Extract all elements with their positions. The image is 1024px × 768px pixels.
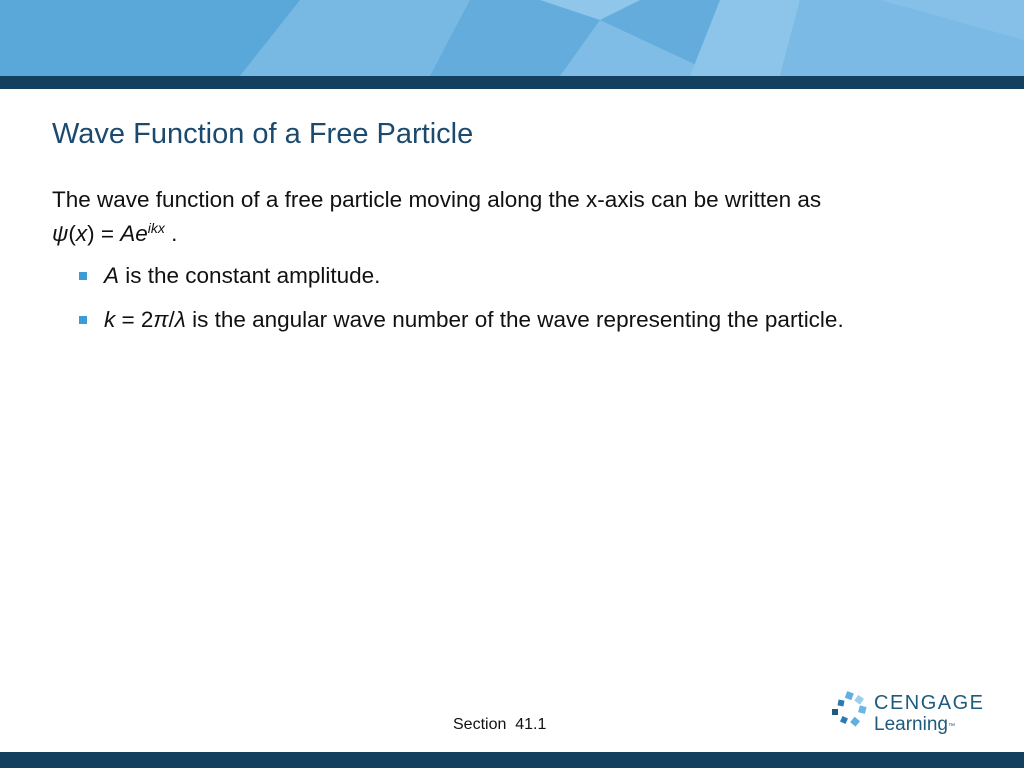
eq-open-paren: ( bbox=[68, 221, 76, 246]
bullet-text: is the angular wave number of the wave representing the particle. bbox=[185, 307, 844, 332]
cengage-logo bbox=[830, 688, 985, 738]
slide-body bbox=[52, 186, 972, 350]
bullet-item bbox=[52, 262, 972, 290]
logo-learning-word: Learning bbox=[874, 714, 948, 735]
bullet-pi: π bbox=[153, 307, 169, 332]
intro-paragraph bbox=[52, 186, 972, 248]
cengage-mark-icon bbox=[830, 690, 870, 734]
logo-trademark: ™ bbox=[947, 723, 955, 730]
bullet-lambda: λ bbox=[174, 307, 186, 332]
bullet-slash: / bbox=[168, 307, 175, 332]
eq-close-paren: ) = bbox=[87, 221, 121, 246]
bullet-item bbox=[52, 306, 972, 334]
bullet-text: is the constant amplitude. bbox=[119, 263, 381, 288]
eq-amplitude: A bbox=[120, 221, 136, 246]
header-banner bbox=[0, 0, 1024, 76]
eq-psi: ψ bbox=[52, 221, 69, 246]
eq-period: . bbox=[164, 221, 178, 246]
eq-x: x bbox=[75, 221, 88, 246]
eq-exponent: ikx bbox=[147, 220, 165, 236]
square-bullet-icon bbox=[79, 272, 87, 280]
slide-title: Wave Function of a Free Particle bbox=[52, 118, 474, 150]
logo-learning-text bbox=[874, 714, 955, 736]
bullet-equals: = 2 bbox=[115, 307, 154, 332]
header-rule bbox=[0, 76, 1024, 89]
equation bbox=[52, 221, 177, 246]
logo-cengage-text: CENGAGE bbox=[874, 692, 985, 714]
bullet-list bbox=[52, 262, 972, 334]
square-bullet-icon bbox=[79, 316, 87, 324]
eq-e: e bbox=[135, 221, 148, 246]
bullet-symbol-a: A bbox=[104, 263, 120, 288]
bullet-symbol-k: k bbox=[104, 307, 116, 332]
section-label: Section 41.1 bbox=[453, 716, 547, 733]
footer-band bbox=[0, 752, 1024, 768]
intro-text: The wave function of a free particle moving along the x-axis can be written as bbox=[52, 187, 822, 212]
header-pattern bbox=[0, 0, 1024, 76]
